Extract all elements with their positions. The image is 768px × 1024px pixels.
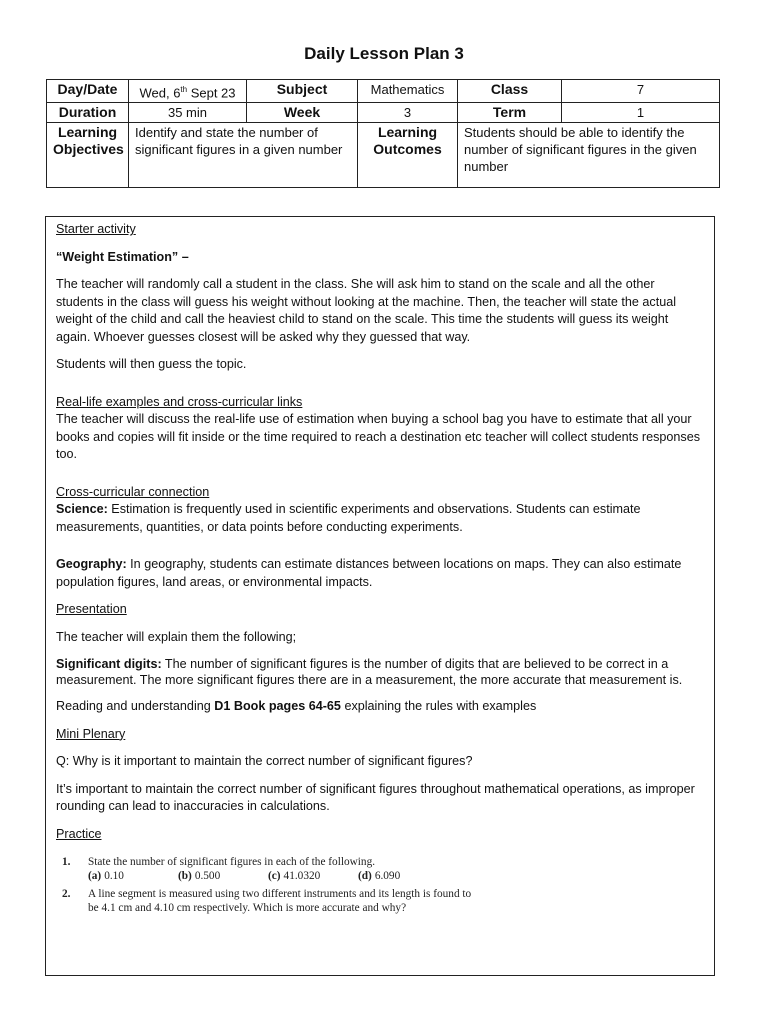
geography-paragraph (56, 556, 704, 591)
reallife-text: The teacher will discuss the real-life use of estimation when buying a school bag you have to estimate that all your books and copies will fit inside or the time required to reach a destination etc teacher will collect students responses too. (56, 412, 701, 461)
geography-label: Geography: (56, 557, 127, 571)
duration-value: 35 min (129, 103, 247, 123)
option-d: (d) 6.090 (358, 870, 401, 882)
term-value: 1 (562, 103, 720, 123)
outcomes-label: Learning Outcomes (358, 123, 458, 188)
objectives-value: Identify and state the number of significant figures in a given number (129, 123, 358, 188)
week-label: Week (247, 103, 358, 123)
plenary-answer: It’s important to maintain the correct number of significant figures throughout mathematical operations, as improper rounding can lead to inaccuracies in calculations. (56, 781, 695, 813)
starter-title: “Weight Estimation” – (56, 249, 189, 264)
subject-label: Subject (247, 80, 358, 103)
day-date-value: Wed, 6th Sept 23 (129, 80, 247, 103)
starter-text: The teacher will randomly call a student in the class. She will ask him to stand on the scale and all the other students in the class will guess his weight without looking at the machine. Then, the teacher will state the actual weight of the child and call the heaviest child to stand on the scale. This time the students will guess its weight again. Whoever guesses closest will be asked why they guessed that way. (56, 277, 677, 344)
starter-guess: Students will then guess the topic. (56, 357, 247, 371)
outcomes-value: Students should be able to identify the number of significant figures in the given number (458, 123, 720, 188)
plenary-question: Q: Why is it important to maintain the correct number of significant figures? (56, 754, 473, 768)
practice-questions (56, 855, 704, 915)
sig-text: The number of significant figures is the number of digits that are believed to be correct in a measurement. The more significant figures there are in a measurement, the more accurate that measurement is. (56, 657, 683, 687)
day-date-label: Day/Date (47, 80, 129, 103)
class-label: Class (458, 80, 562, 103)
lesson-body-box (45, 216, 715, 976)
practice-question-1: 1. State the number of significant figures in each of the following. (a) 0.10 (b) 0.500 (c) 41.0320 (d) 6.090 (56, 855, 704, 883)
presentation-heading: Presentation (56, 602, 127, 616)
option-b: (b) 0.500 (178, 870, 221, 882)
practice-q2-text: A line segment is measured using two different instruments and its length is found to be 4.1 cm and 4.10 cm respectively. Which is more accurate and why? (88, 888, 472, 914)
term-label: Term (458, 103, 562, 123)
sig-paragraph (56, 656, 704, 688)
presentation-intro: The teacher will explain them the following; (56, 629, 297, 644)
science-paragraph (56, 501, 704, 536)
subject-value: Mathematics (358, 80, 458, 103)
starter-heading: Starter activity (56, 222, 136, 236)
practice-question-2: 2. A line segment is measured using two different instruments and its length is found to be 4.1 cm and 4.10 cm respectively. Which is more accurate and why? (56, 887, 704, 915)
practice-heading: Practice (56, 826, 102, 841)
reading-paragraph: Reading and understanding D1 Book pages 64-65 explaining the rules with examples (56, 699, 537, 713)
objectives-label: Learning Objectives (47, 123, 129, 188)
geography-text: In geography, students can estimate distances between locations on maps. They can also estimate population figures, land areas, or environmental impacts. (56, 557, 682, 589)
class-value: 7 (562, 80, 720, 103)
option-a: (a) 0.10 (88, 870, 124, 882)
plenary-heading: Mini Plenary (56, 726, 126, 741)
week-value: 3 (358, 103, 458, 123)
cross-heading: Cross-curricular connection (56, 484, 210, 499)
sig-label: Significant digits: (56, 657, 162, 671)
science-label: Science: (56, 502, 108, 516)
option-c: (c) 41.0320 (268, 870, 321, 882)
reading-bold: D1 Book pages 64-65 (214, 699, 341, 713)
science-text: Estimation is frequently used in scientific experiments and observations. Students can estimate measurements, quantities, or data points before conducting experiments. (56, 502, 641, 534)
page-title: Daily Lesson Plan 3 (304, 44, 464, 63)
duration-label: Duration (47, 103, 129, 123)
practice-q1-options (88, 869, 704, 883)
practice-q1-text: State the number of significant figures in each of the following. (88, 856, 376, 868)
reallife-heading: Real-life examples and cross-curricular links (56, 394, 303, 409)
lesson-header-table (46, 79, 720, 188)
